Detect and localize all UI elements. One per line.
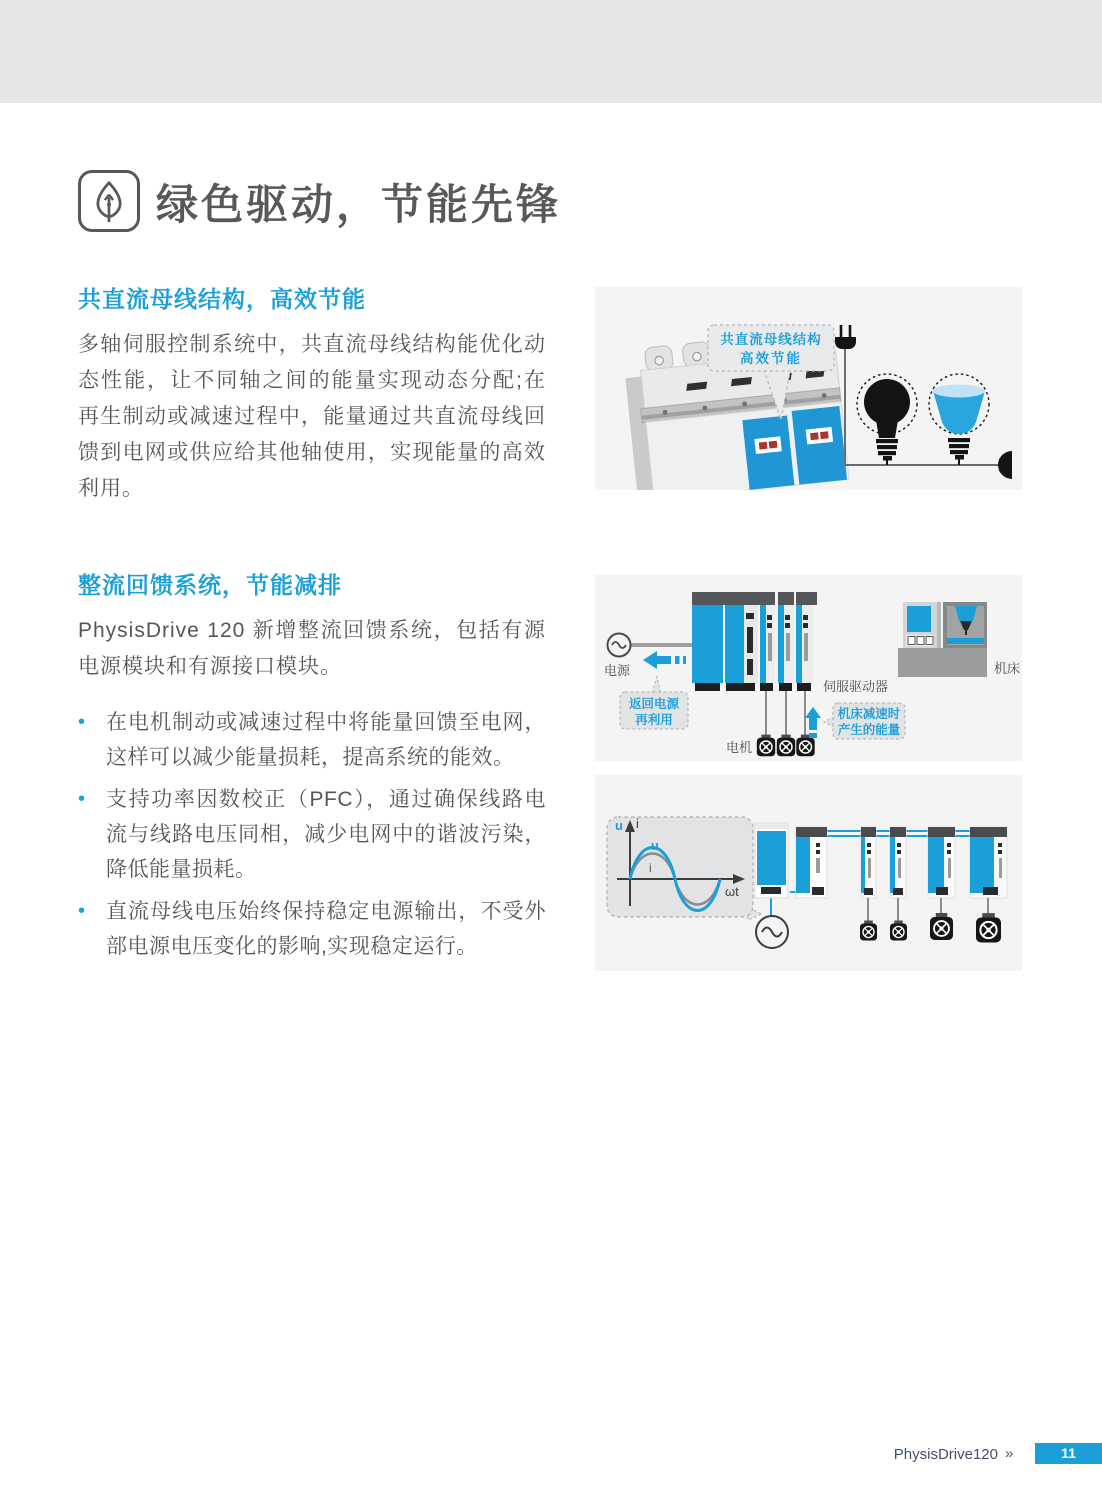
bullet-text: 支持功率因数校正（PFC），通过确保线路电流与线路电压同相，减少电网中的谐波污染，降低能量损耗。 bbox=[106, 788, 546, 881]
section-heading: 共直流母线结构，高效节能 bbox=[78, 286, 366, 312]
power-label: 电源 bbox=[603, 663, 631, 678]
bullet-list bbox=[78, 705, 546, 964]
figure-pfc-waveform bbox=[595, 775, 1022, 971]
motor-label: 电机 bbox=[725, 740, 752, 755]
motor-cables bbox=[868, 898, 988, 923]
svg-text:共直流母线结构: 共直流母线结构 bbox=[720, 332, 822, 347]
drive-module-icon bbox=[796, 827, 827, 898]
incandescent-bulb-icon bbox=[857, 374, 917, 465]
motor-icon bbox=[757, 735, 775, 757]
shared-dc-bus-illustration bbox=[595, 287, 1022, 490]
svg-text:产生的能量: 产生的能量 bbox=[837, 723, 901, 737]
footer-separator: » bbox=[1005, 1445, 1014, 1462]
ac-source-icon bbox=[756, 893, 788, 948]
motor-icon bbox=[860, 921, 877, 941]
eco-leaf-icon bbox=[78, 170, 140, 232]
svg-text:再利用: 再利用 bbox=[635, 713, 673, 727]
section-regen-feedback bbox=[78, 567, 546, 971]
list-item bbox=[78, 705, 546, 775]
motor-icon bbox=[976, 913, 1001, 942]
machine-tool-icon bbox=[898, 602, 987, 677]
svg-text:i: i bbox=[649, 861, 652, 875]
energy-bubble bbox=[824, 703, 905, 739]
machine-label: 机床 bbox=[994, 661, 1021, 676]
motor-icon bbox=[777, 735, 795, 757]
waveform-bubble bbox=[607, 816, 762, 920]
bullet-text: 直流母线电压始终保持稳定电源输出，不受外部电源电压变化的影响,实现稳定运行。 bbox=[106, 900, 546, 958]
return-bubble bbox=[620, 677, 688, 729]
plug-icon bbox=[835, 325, 856, 349]
svg-text:高效节能: 高效节能 bbox=[740, 351, 802, 366]
motor-icon bbox=[890, 921, 907, 941]
drive-module-icon bbox=[928, 827, 955, 898]
bullet-text: 在电机制动或减速过程中将能量回馈至电网，这样可以减少能量损耗，提高系统的能效。 bbox=[106, 711, 546, 769]
plug-icon bbox=[998, 451, 1012, 479]
energy-up-arrow-icon bbox=[805, 707, 821, 738]
regen-system-illustration bbox=[595, 575, 1022, 761]
footer-page-number: 11 bbox=[1035, 1443, 1102, 1464]
svg-text:返回电源: 返回电源 bbox=[628, 697, 680, 711]
servo-drive-label: 伺服驱动器 bbox=[823, 679, 889, 694]
svg-text:机床减速时: 机床减速时 bbox=[837, 707, 901, 721]
drive-module-icon bbox=[970, 827, 1007, 898]
section-paragraph: 多轴伺服控制系统中，共直流母线结构能优化动态性能，让不同轴之间的能量实现动态分配;在再生制动或减速过程中，能量通过共直流母线回馈到电网或供应给其他轴使用，实现能量的高效利用。 bbox=[78, 333, 546, 500]
motor-icon bbox=[930, 913, 953, 940]
led-bulb-icon bbox=[929, 374, 989, 465]
drive-module-icon bbox=[890, 827, 906, 898]
page-title: 绿色驱动，节能先锋 bbox=[156, 181, 562, 228]
drive-module-icon bbox=[861, 827, 876, 898]
svg-text:u: u bbox=[615, 818, 623, 833]
servo-drive-stack-icon bbox=[692, 592, 817, 691]
power-module-icon bbox=[755, 823, 788, 898]
svg-text:ωt: ωt bbox=[725, 884, 739, 899]
section-shared-dc-bus bbox=[78, 281, 546, 521]
section-heading: 整流回馈系统，节能减排 bbox=[78, 572, 342, 598]
return-energy-arrow-icon bbox=[643, 651, 686, 669]
svg-text:u: u bbox=[651, 838, 659, 853]
list-item bbox=[78, 782, 546, 887]
ac-source-icon bbox=[608, 634, 693, 657]
power-wire bbox=[835, 325, 1012, 479]
motor-cables bbox=[766, 691, 805, 737]
svg-text:i: i bbox=[636, 816, 639, 831]
footer-product-name: PhysisDrive120 bbox=[893, 1446, 998, 1463]
section-paragraph: PhysisDrive 120 新增整流回馈系统，包括有源电源模块和有源接口模块。 bbox=[78, 619, 546, 678]
bullet-marker: • bbox=[78, 711, 86, 733]
figure-regen-system bbox=[595, 575, 1022, 761]
bullet-marker: • bbox=[78, 900, 86, 922]
header-band bbox=[0, 0, 1102, 103]
list-item bbox=[78, 894, 546, 964]
bullet-marker: • bbox=[78, 788, 86, 810]
figure-shared-dc-bus bbox=[595, 287, 1022, 490]
pfc-illustration bbox=[595, 775, 1022, 971]
